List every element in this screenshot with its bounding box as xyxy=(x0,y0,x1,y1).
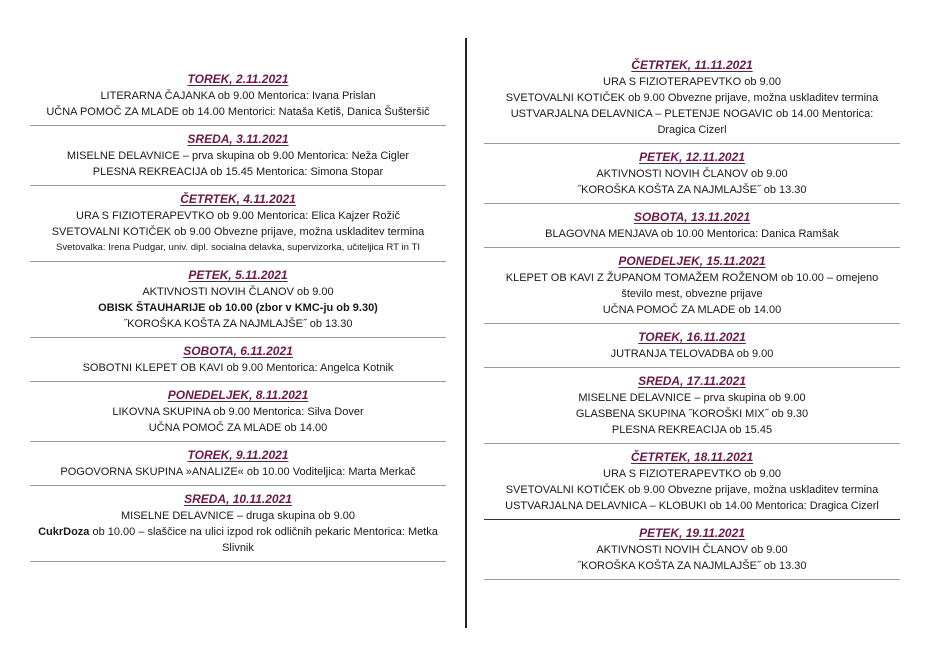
day-heading: SOBOTA, 6.11.2021 xyxy=(183,344,293,358)
schedule-entry xyxy=(484,368,900,444)
schedule-entry xyxy=(30,262,446,338)
schedule-entry xyxy=(30,486,446,562)
activity-line: UČNA POMOČ ZA MLADE ob 14.00 xyxy=(148,422,328,434)
day-heading: PONEDELJEK, 15.11.2021 xyxy=(618,254,766,268)
activity-line: Svetovalka: Irena Pudgar, univ. dipl. socialna delavka, supervizorka, učiteljica RT in TI xyxy=(55,242,421,253)
activity-line: Dragica Cizerl xyxy=(657,124,727,136)
activity-line: BLAGOVNA MENJAVA ob 10.00 Mentorica: Danica Ramšak xyxy=(545,228,839,240)
activity-line: ˝KOROŠKA KOŠTA ZA NAJMLAJŠE˝ ob 13.30 xyxy=(577,184,807,196)
schedule-entry xyxy=(484,204,900,248)
left-column xyxy=(30,66,446,562)
day-heading: SREDA, 17.11.2021 xyxy=(638,374,746,388)
activity-line: SVETOVALNI KOTIČEK ob 9.00 Obvezne prijave, možna uskladitev termina xyxy=(505,484,879,496)
day-heading: SOBOTA, 13.11.2021 xyxy=(633,210,751,224)
schedule-entry xyxy=(30,338,446,382)
day-heading: SREDA, 10.11.2021 xyxy=(184,492,292,506)
activity-line: LITERARNA ČAJANKA ob 9.00 Mentorica: Ivana Prislan xyxy=(100,90,376,102)
day-heading: ČETRTEK, 18.11.2021 xyxy=(630,450,754,464)
schedule-entry xyxy=(30,66,446,126)
activity-lead: CukrDoza xyxy=(38,526,90,538)
day-heading: SREDA, 3.11.2021 xyxy=(187,132,289,146)
schedule-entry xyxy=(484,324,900,368)
activity-line: MISELNE DELAVNICE – druga skupina ob 9.00 xyxy=(121,510,355,522)
activity-line: MISELNE DELAVNICE – prva skupina ob 9.00 xyxy=(578,392,806,404)
activity-line: UČNA POMOČ ZA MLADE ob 14.00 xyxy=(602,304,782,316)
activity-line: SVETOVALNI KOTIČEK ob 9.00 Obvezne prijave, možna uskladitev termina xyxy=(505,92,879,104)
day-heading: TOREK, 16.11.2021 xyxy=(638,330,746,344)
day-heading: PETEK, 12.11.2021 xyxy=(639,150,745,164)
activity-line: PLESNA REKREACIJA ob 15.45 xyxy=(611,424,773,436)
day-heading: ČETRTEK, 11.11.2021 xyxy=(631,58,753,72)
schedule-entry xyxy=(30,442,446,486)
activity-line: ˝KOROŠKA KOŠTA ZA NAJMLAJŠE˝ ob 13.30 xyxy=(577,560,807,572)
schedule-entry xyxy=(484,248,900,324)
day-heading: TOREK, 9.11.2021 xyxy=(187,448,289,462)
activity-line: ˝KOROŠKA KOŠTA ZA NAJMLAJŠE˝ ob 13.30 xyxy=(123,318,353,330)
activity-line: AKTIVNOSTI NOVIH ČLANOV ob 9.00 xyxy=(596,168,788,180)
activity-line: POGOVORNA SKUPINA »ANALIZE« ob 10.00 Voditeljica: Marta Merkač xyxy=(60,466,416,478)
activity-line: število mest, obvezne prijave xyxy=(621,288,763,300)
schedule-entry xyxy=(30,126,446,186)
activity-line: SOBOTNI KLEPET OB KAVI ob 9.00 Mentorica: Angelca Kotnik xyxy=(82,362,394,374)
activity-line: PLESNA REKREACIJA ob 15.45 Mentorica: Simona Stopar xyxy=(92,166,384,178)
day-heading: PETEK, 19.11.2021 xyxy=(639,526,745,540)
activity-line: OBISK ŠTAUHARIJE ob 10.00 (zbor v KMC-ju ob 9.30) xyxy=(98,302,378,314)
schedule-entry xyxy=(30,382,446,442)
activity-line: UČNA POMOČ ZA MLADE ob 14.00 Mentorici: Nataša Ketiš, Danica Šušteršič xyxy=(46,106,430,118)
activity-line: LIKOVNA SKUPINA ob 9.00 Mentorica: Silva Dover xyxy=(112,406,364,418)
activity-line: URA S FIZIOTERAPEVTKO ob 9.00 Mentorica: Elica Kajzer Rožič xyxy=(76,210,400,222)
schedule-entry xyxy=(484,52,900,144)
activity-line: URA S FIZIOTERAPEVTKO ob 9.00 xyxy=(603,76,781,88)
activity-line: JUTRANJA TELOVADBA ob 9.00 xyxy=(610,348,774,360)
day-heading: ČETRTEK, 4.11.2021 xyxy=(180,192,296,206)
activity-line xyxy=(30,524,446,556)
day-heading: PONEDELJEK, 8.11.2021 xyxy=(167,388,309,402)
right-column xyxy=(484,52,900,580)
activity-line: AKTIVNOSTI NOVIH ČLANOV ob 9.00 xyxy=(142,286,334,298)
activity-line: GLASBENA SKUPINA ˝KOROŠKI MIX˝ ob 9.30 xyxy=(575,408,809,420)
schedule-entry xyxy=(484,144,900,204)
schedule-entry xyxy=(484,444,900,520)
activity-text: ob 10.00 – slaščice na ulici izpod rok odličnih pekaric Mentorica: Metka Slivnik xyxy=(89,526,438,554)
activity-line: KLEPET OB KAVI Z ŽUPANOM TOMAŽEM ROŽENOM ob 10.00 – omejeno xyxy=(505,272,879,284)
activity-line: MISELNE DELAVNICE – prva skupina ob 9.00 Mentorica: Neža Cigler xyxy=(66,150,410,162)
schedule-entry xyxy=(484,520,900,580)
schedule-entry xyxy=(30,186,446,262)
activity-line: AKTIVNOSTI NOVIH ČLANOV ob 9.00 xyxy=(596,544,788,556)
activity-line: SVETOVALNI KOTIČEK ob 9.00 Obvezne prijave, možna uskladitev termina xyxy=(51,226,425,238)
activity-line: URA S FIZIOTERAPEVTKO ob 9.00 xyxy=(603,468,781,480)
day-heading: PETEK, 5.11.2021 xyxy=(188,268,288,282)
activity-line: USTVARJALNA DELAVNICA – KLOBUKI ob 14.00 Mentorica: Dragica Cizerl xyxy=(505,500,879,512)
activity-line: USTVARJALNA DELAVNICA – PLETENJE NOGAVIC ob 14.00 Mentorica: xyxy=(510,108,874,120)
column-divider xyxy=(465,38,467,628)
day-heading: TOREK, 2.11.2021 xyxy=(187,72,289,86)
